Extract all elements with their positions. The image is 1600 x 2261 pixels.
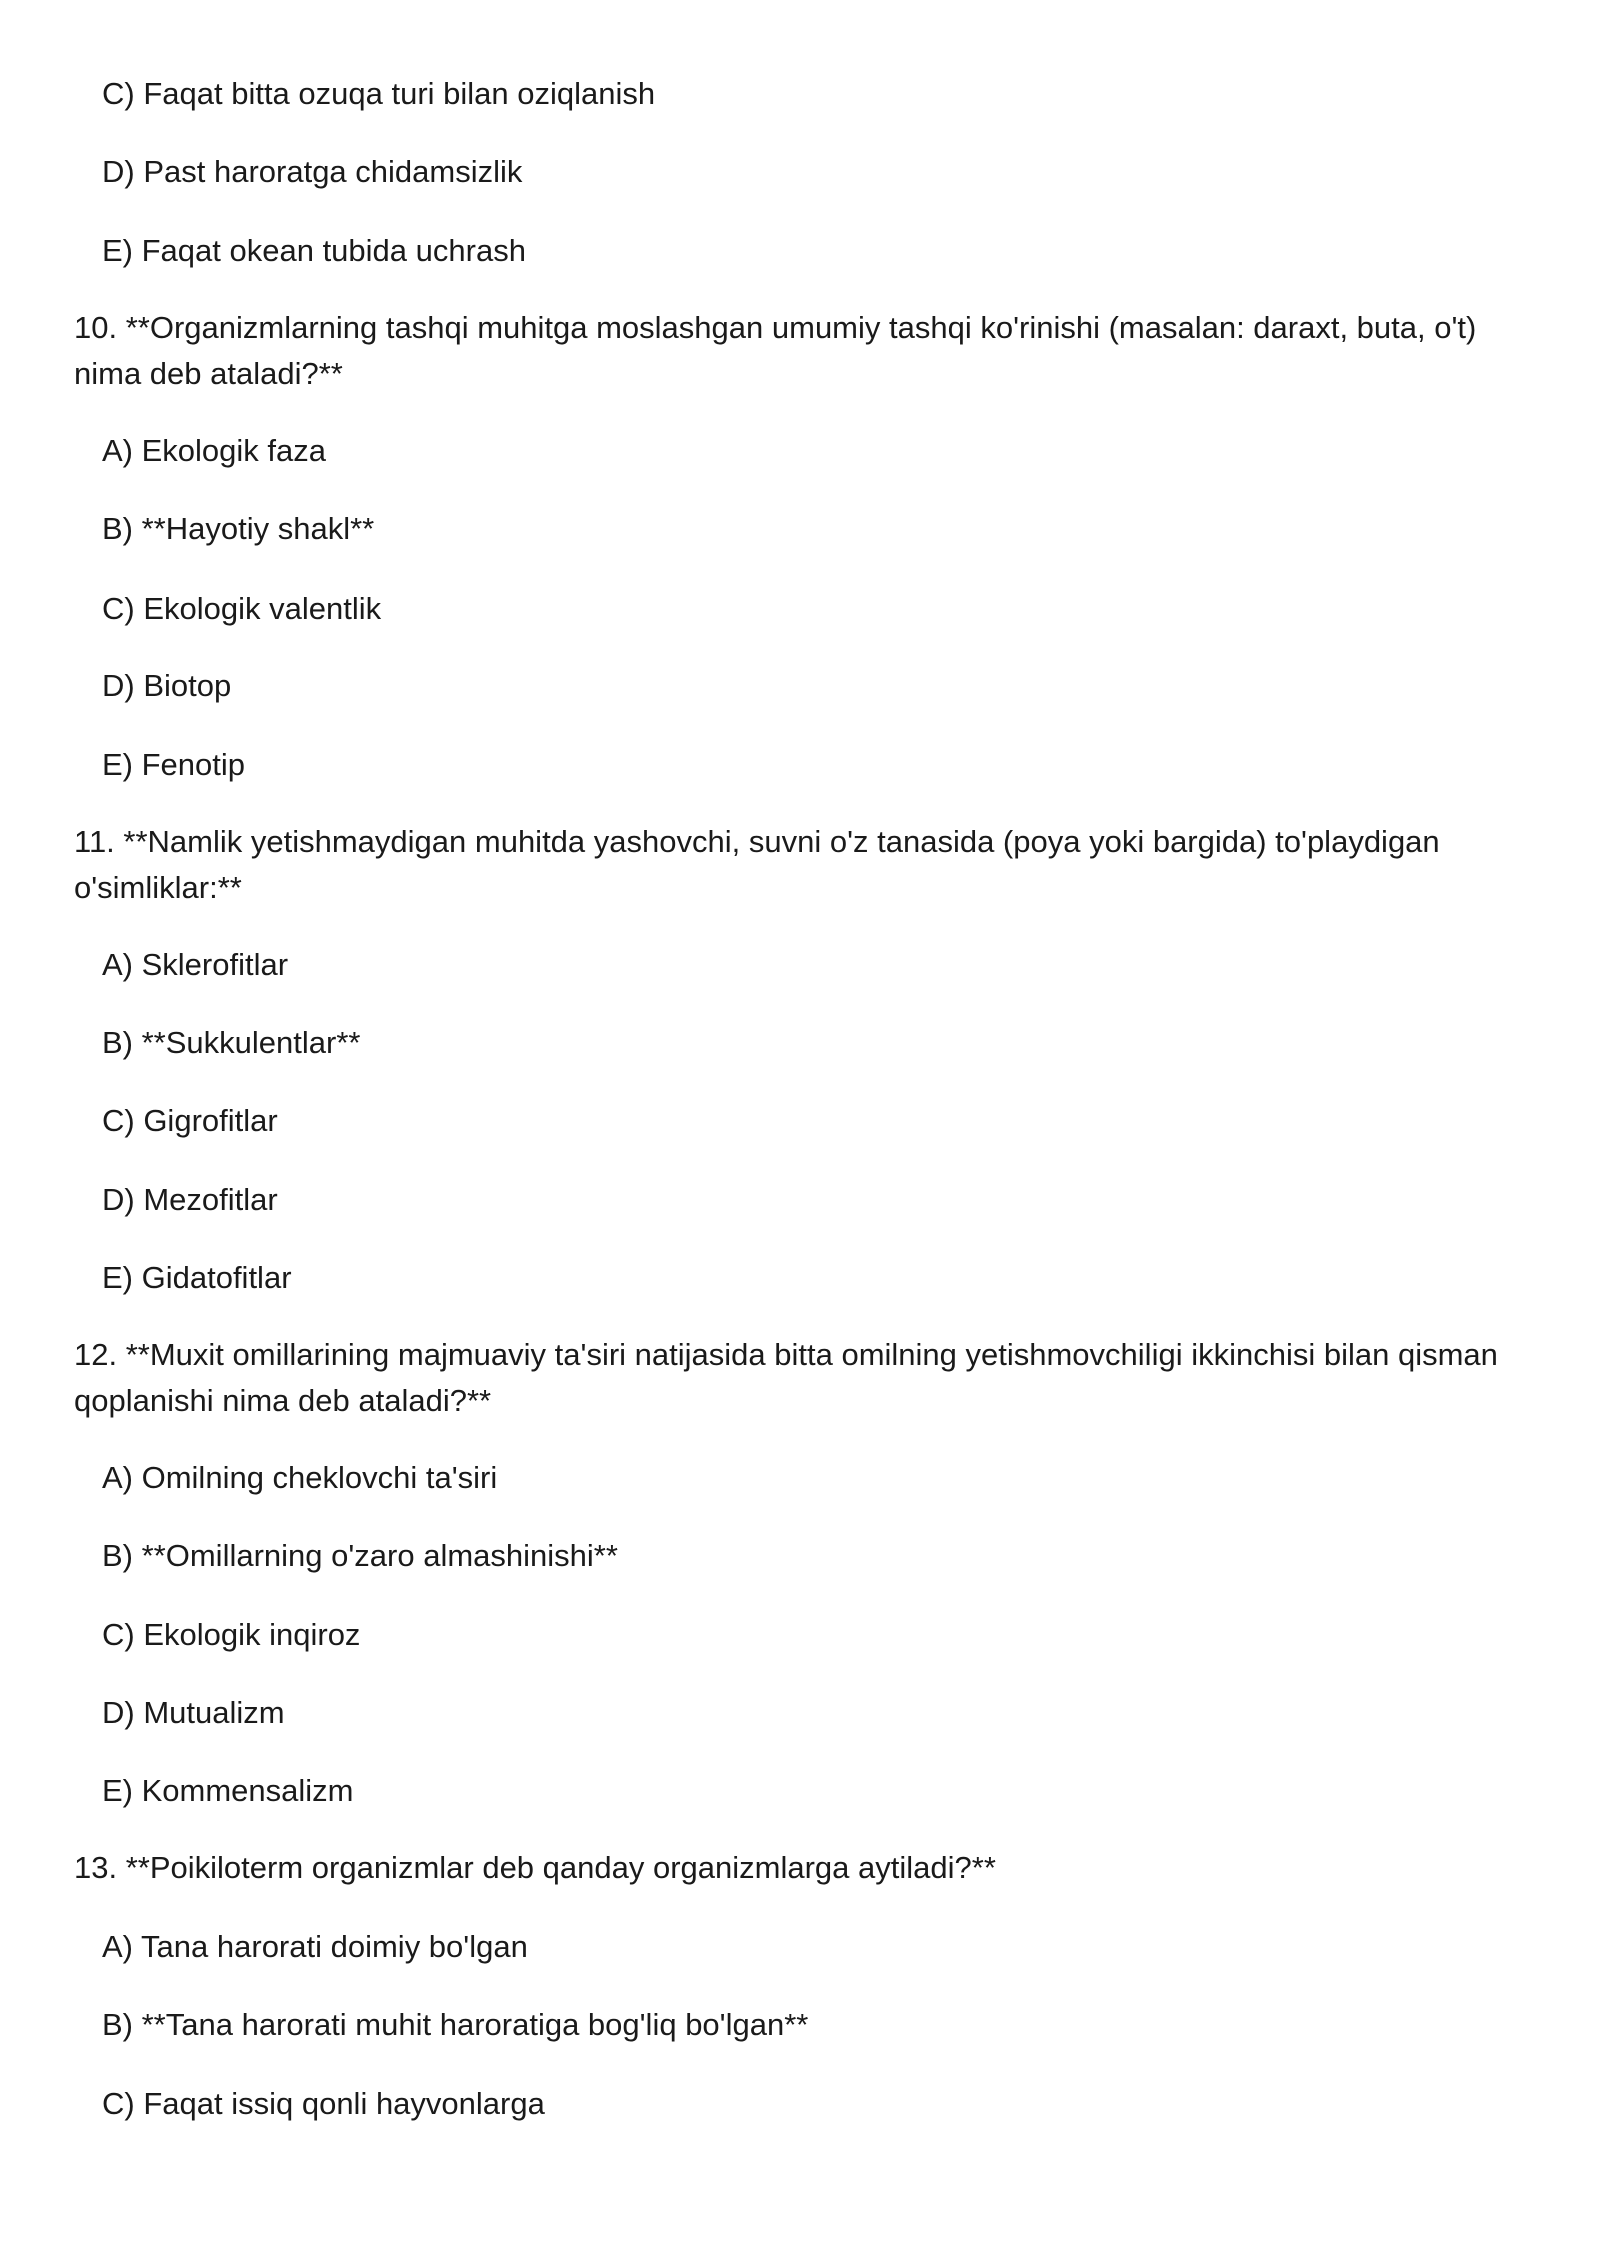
question-13-option-b: B) **Tana harorati muhit haroratiga bog'liq bo'lgan** xyxy=(102,2007,809,2042)
question-13-text: 13. **Poikiloterm organizmlar deb qanday organizmlarga aytiladi?** xyxy=(74,1850,996,1885)
question-10-option-a: A) Ekologik faza xyxy=(102,433,326,468)
option-prev-c: C) Faqat bitta ozuqa turi bilan oziqlanish xyxy=(102,76,656,111)
question-12-option-b: B) **Omillarning o'zaro almashinishi** xyxy=(102,1538,618,1573)
question-11-option-e: E) Gidatofitlar xyxy=(102,1260,292,1295)
question-12-option-d: D) Mutualizm xyxy=(102,1695,285,1730)
question-10-option-c: C) Ekologik valentlik xyxy=(102,591,382,626)
question-11-option-d: D) Mezofitlar xyxy=(102,1182,278,1217)
question-12-option-e: E) Kommensalizm xyxy=(102,1773,354,1808)
question-10-option-d: D) Biotop xyxy=(102,668,232,703)
question-11-option-a: A) Sklerofitlar xyxy=(102,947,289,982)
question-12-option-a: A) Omilning cheklovchi ta'siri xyxy=(102,1460,498,1495)
question-10-option-e: E) Fenotip xyxy=(102,747,246,782)
question-10-text: 10. **Organizmlarning tashqi muhitga moslashgan umumiy tashqi ko'rinishi (masalan: daraxt, buta, o't) nima deb ataladi?** xyxy=(74,310,1477,391)
option-prev-d: D) Past haroratga chidamsizlik xyxy=(102,154,523,189)
question-12-text: 12. **Muxit omillarining majmuaviy ta'siri natijasida bitta omilning yetishmovchiligi ikkinchisi bilan qisman qoplanishi nima deb ataladi?** xyxy=(74,1337,1498,1418)
question-11-option-b: B) **Sukkulentlar** xyxy=(102,1025,361,1060)
question-13-option-a: A) Tana harorati doimiy bo'lgan xyxy=(102,1929,528,1964)
question-13-option-c: C) Faqat issiq qonli hayvonlarga xyxy=(102,2086,545,2121)
question-11-text: 11. **Namlik yetishmaydigan muhitda yashovchi, suvni o'z tanasida (poya yoki bargida) to'playdigan o'simliklar:** xyxy=(74,824,1440,905)
question-12-option-c: C) Ekologik inqiroz xyxy=(102,1617,361,1652)
question-10-option-b: B) **Hayotiy shakl** xyxy=(102,511,375,546)
option-prev-e: E) Faqat okean tubida uchrash xyxy=(102,233,526,268)
question-11-option-c: C) Gigrofitlar xyxy=(102,1103,278,1138)
